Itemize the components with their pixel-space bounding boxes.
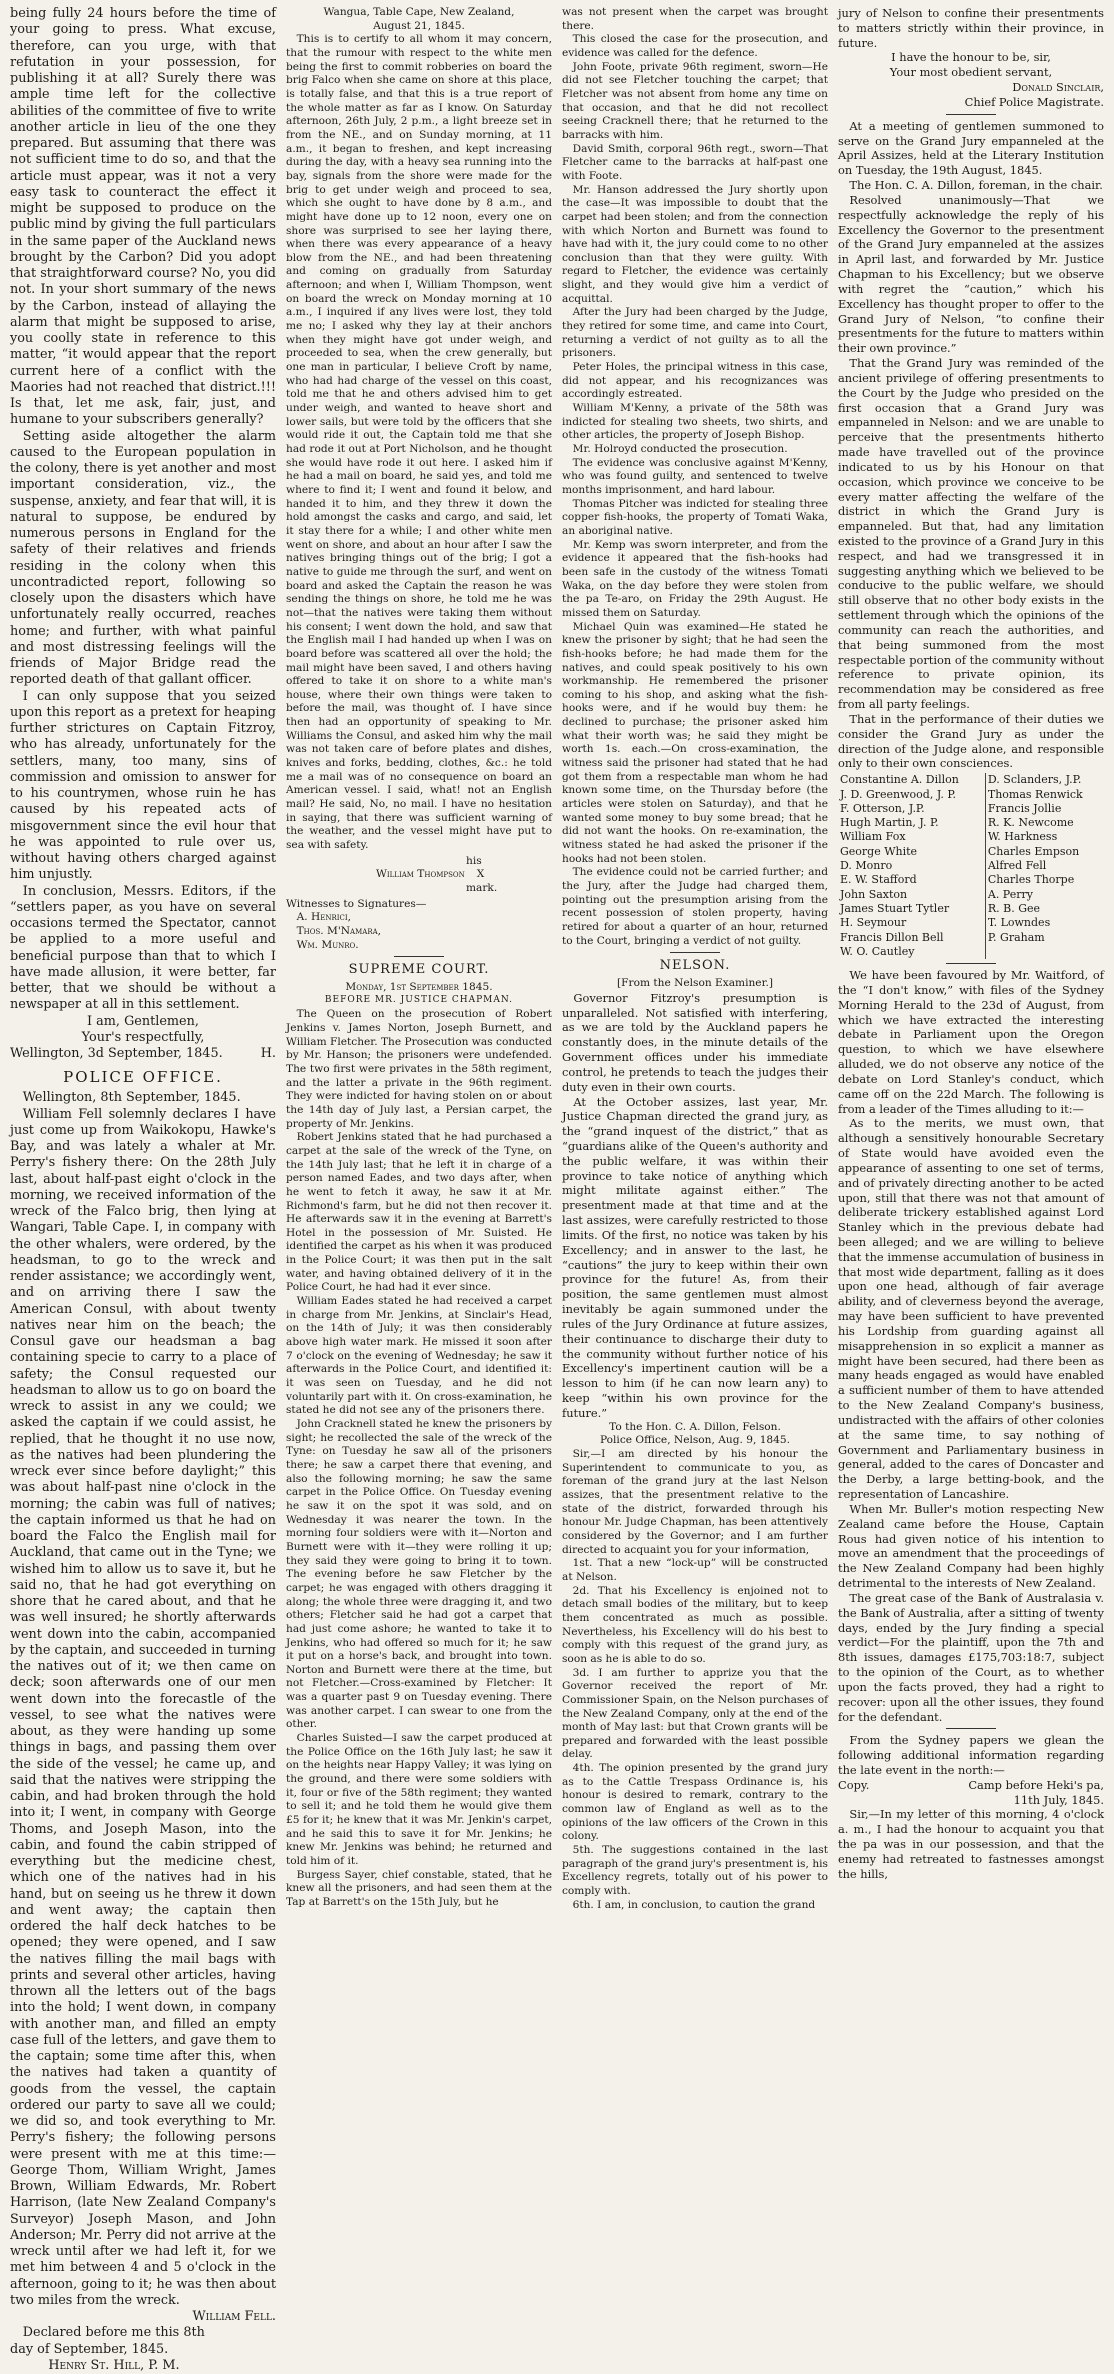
camp-heading [838,1778,1104,1793]
court-paragraph: Burgess Sayer, chief constable, stated, that he knew all the prisoners, and had seen them at the Tap at Barrett's on the 15th July, but he [286,1868,552,1908]
witness-heading: Witnesses to Signatures— [286,897,427,910]
court-paragraph: David Smith, corporal 96th regt., sworn—That Fletcher came to the barracks at half-past one with Foote. [562,142,828,182]
resolution-paragraph: That in the performance of their duties we consider the Grand Jury as under the direction of the Judge alone, and responsible only to their own consciences. [838,711,1104,771]
juror-name: D. Sclanders, J.P. [985,773,1104,787]
witness-name: Thos. M'Namara, [296,924,382,937]
letter-continuation: being fully 24 hours before the time of your going to press. What excuse, therefore, can you urge, with that refutation in your possession, for publishing it at all? Surely there was ample time left for the collective abilities of the committee of five to write another article in lieu of the one they prepared. But assuming that there was not sufficient time to do so, and that the article must appear, was it not a very easy task to counteract the effect it might be supposed to produce on the public mind by giving the full particulars in the same paper of the Auckland news brought by the Carbon? Did you adopt that straightforward course? No, you did not. In your short summary of the news by the Carbon, instead of allaying the alarm that might be supposed to arise, you coolly state in reference to this matter, “it would appear that the report current here of a conflict with the Maories had not reached that district.!!! Is that, let me ask, fair, just, and humane to your subscribers generally? [10,6,276,428]
meeting-paragraph: At a meeting of gentlemen summoned to serve on the Grand Jury empanneled at the April Assizes, held at the Literary Institution on Tuesday, the 19th August, 1845. [838,118,1104,178]
copy-label: Copy. [838,1777,870,1792]
jury-row [838,931,1104,945]
juror-name: P. Graham [985,931,1104,945]
news-paragraph: From the Sydney papers we glean the following additional information regarding the late event in the north:— [838,1733,1104,1777]
section-rule [946,1728,996,1729]
section-rule [394,956,444,957]
juror-name: D. Monro [840,859,893,873]
court-paragraph: This closed the case for the prosecution, and evidence was called for the defence. [562,33,828,59]
letter-signature: H. [260,1046,276,1061]
court-paragraph: Mr. Holroyd conducted the prosecution. [572,443,788,455]
letter-point: 6th. I am, in conclusion, to caution the grand [572,1898,816,1911]
declared-line: day of September, 1845. [10,2341,169,2357]
juror-name: Francis Jollie [985,802,1104,816]
juror-name: George White [840,844,918,858]
letter-signature-title: Chief Police Magistrate. [964,94,1104,109]
letter-point: 1st. That a new “lock-up” will be constructed at Nelson. [562,1557,828,1583]
resolution-paragraph: That the Grand Jury was reminded of the ancient privilege of offering presentments to the Court by the Judge who presided on the first occasion that a Grand Jury was empanneled in Nelson: and we are unable to perceive that the presentments hitherto made have travelled out of the province indicated to us by his Honour on that occasion, which province we conceive to be every matter affecting the welfare of the district in which the Grand Jury is empanneled. But that, had any limitation existed to the province of a Grand Jury in this respect, and had we transgressed it in suggesting anything which we believed to be conducive to the public welfare, we should still observe that no other body exists in the settlement through which the opinions of the community can reach the authorities, and that being summoned from the most respectable portion of the community without reference to private opinion, its recommendation may be considered as free from all party feelings. [838,356,1104,712]
juror-name: H. Seymour [840,916,907,930]
juror-name: Charles Empson [985,845,1104,859]
court-paragraph: The evidence could not be carried further; and the Jury, after the Judge had charged them, pointing out the presumption arising from the recent possession of stolen property, having retired for about a quarter of an hour, returned to the Court, bringing a verdict of not guilty. [562,866,828,947]
certificate-body: This is to certify to all whom it may concern, that the rumour with respect to the white men being the first to commit robberies on board the brig Falco when she came on shore at this place, is totally false, and that this is a true report of the whole matter as far as I know. On Saturday afternoon, 26th July, 2 p.m., a light breeze set in from the NE., and on Sunday morning, at 11 a.m., it began to freshen, and kept increasing during the day, with a heavy sea running into the bay, signals from the shore were made for the brig to get under weigh and proceed to sea, which she ought to have done by 8 a.m., and might have done up to 12 noon, every one on shore was surprised to see her laying there, when there was every appearance of a heavy blow from the NE., and had been threatening and coming on gradually from Saturday afternoon; and when I, William Thompson, went on board the wreck on Monday morning at 10 a.m., I inquired if any lives were lost, they told me no; I asked why they lay at their anchors when they might have got under weigh, and proceeded to sea, when the crew generally, but one man in particular, I believe Croft by name, who had had charge of the vessel on this coast, told me that he and others advised him to get under weigh, and wanted to heave short and lower sails, but were told by the officers that she would ride it out, the Captain told me that she had rode it out at Port Nicholson, and he thought she would have rode it out here. I asked him if he had a mail on board, he said yes, and told me where to find it; I went and found it below, and handed it to him, and they threw it down the hold amongst the casks and cargo, and said, let it stay there for a while; I and other white men went on shore, and about an hour after I saw the natives bringing things out of the brig; I got a native to guide me through the surf, and went on board and asked the Captain the reason he was sending the things on shore, he told me he was not—that the natives were taking them without his consent; I went down the hold, and saw that the English mail I had handed up when I was on board before was scattered all over the hold; the mail might have been saved, I and others having offered to take it on shore to a white man's house, where their own things were taken to before the mail, was thought of. I have since then had an opportunity of speaking to Mr. Williams the Consul, and asked him why the mail was not taken care of before plates and dishes, knives and forks, bedding, clothes, &c.: he told me a mail was of no consequence on board an American vessel. I said, what! not an English mail? He said, No, no mail. I have no hesitation in saying, that there was sufficient warning of the weather, and the vessel might have put to sea with safety. [286,33,552,852]
letter-closing: I have the honour to be, sir, [891,50,1051,65]
letter-closing: I am, Gentlemen, [87,1013,199,1029]
nelson-paragraph: At the October assizes, last year, Mr. Justice Chapman directed the grand jury, as the “grand inquest of the district,” that as “guardians alike of the Queen's authority and the public welfare, it was within their province to take notice of anything which might militate against either.” The presentment made at that time and at the last assizes, were carefully restricted to those limits. Of the first, no notice was taken by his Excellency; and in answer to the last, he “cautions” the jury to keep within their own province for the future! As, from their position, the same gentlemen must almost inevitably be again summoned under the rules of the Jury Ordinance at future assizes, their continuance to discharge their duty to the community without further notice of his Excellency's impertinent caution will be a lesson to him (if he can now learn any) to keep “within his own province for the future.” [562,1094,828,1420]
letter-addressee: To the Hon. C. A. Dillon, Felson. [609,1420,781,1433]
certificate-heading: Wangua, Table Cape, New Zealand, [323,6,515,18]
mark-line [376,868,552,882]
police-office-declaration: William Fell solemnly declares I have just come up from Waikokopu, Hawke's Bay, and was lately a whaler at Mr. Perry's fishery there: On the 28th July last, about half-past eight o'clock in the morning, we received information of the wreck of the Falco brig, then lying at Wangari, Table Cape. I, in company with the other whalers, were ordered, by the headsman, to go to the wreck and render assistance; we accordingly went, and on arriving there I saw the American Consul, with about twenty natives near him on the beach; the Consul gave our headsman a bag containing specie to carry to a place of safety; the Consul requested our headsman to allow us to go on board the wreck to assist in any we could; we asked the captain if we could assist, he replied, that he thought it no use now, as the natives had been plundering the wreck ever since before daylight;” this was about half-past nine o'clock in the morning; the cabin was full of natives; the captain informed us that he had on board the Falco the English mail for Auckland, that came out in the Tyne; we wished him to allow us to save it, but he said no, that he had got everything on shore that he cared about, and that he was well insured; he shortly afterwards went down into the cabin, accompanied by the captain, and succeeded in turning the natives out of it; we then came on deck; soon afterwards one of our men went down into the forecastle of the vessel, to see what the natives were about, as they were handing up some things in bags, and passing them over the side of the vessel; he came up, and said that the natives were stripping the cabin, and had broken through the hold into it; I went, in company with George Thoms, and Joseph Mason, into the cabin, and found the cabin stripped of everything but the medicine chest, which one of the natives had in his hand, but on seeing us he threw it down and went away; the captain then ordered the half deck hatches to be opened; they were opened, and I saw the natives filling the mail bags with prints and several other articles, having thrown all the letters out of the bags into the hold; I went down, in company with another man, and filled an empty case full of the letters, and gave them to the captain; some time after this, when the natives had taken a quantity of goods from the vessel, the captain ordered our party to save all we could; we did so, and took everything to Mr. Perry's fishery; the following persons were present with me at this time:—George Thom, William Wright, James Brown, William Edwards, Mr. Robert Harrison, (late New Zealand Company's Surveyor) Joseph Mason, and John Anderson; Mr. Perry did not arrive at the wreck until after we had left it, for we met him between 4 and 5 o'clock in the afternoon, going to it; he was then about two miles from the wreck. [10,1106,276,2308]
nelson-paragraph: Governor Fitzroy's presumption is unparalleled. Not satisfied with interfering, as we are told by the Auckland papers he constantly does, in the minute details of the Government offices under his immediate control, he pretends to teach the judges their duty even in their own courts. [562,990,828,1094]
juror-name: Francis Dillon Bell [840,930,944,944]
juror-name: A. Perry [985,888,1104,902]
court-paragraph: The evidence was conclusive against M'Kenny, who was found guilty, and sentenced to twelve months imprisonment, and hard labour. [562,456,828,496]
column-2 [286,6,552,1908]
letter-paragraph: In conclusion, Messrs. Editors, if the “settlers paper, as you have on several occasions termed the Spectator, cannot be applied to a more useful and beneficial purpose than that to which I have made allusion, it were better, far better, that we should be without a newspaper at all in this settlement. [10,883,276,1013]
camp-date: 11th July, 1845. [1013,1792,1104,1807]
court-paragraph: John Cracknell stated he knew the prisoners by sight; he recollected the sale of the wreck of the Tyne: on Tuesday he saw all of the prisoners there; he saw a carpet there that evening, and also the following morning; he saw the same carpet in the Police Office. On Tuesday evening he saw it on the spot it was sold, and on Wednesday it was nearer the town. In the morning four soldiers were with it—Norton and Burnett were with it—they were rolling it up; they said they were going to bring it to town. The evening before he saw Fletcher by the carpet; he was engaged with others dragging it along; the whole three were dragging it, and two others; Fletcher said he had got a carpet that had just come ashore; he wanted to take it to Jenkins, who had offered so much for it; he saw it put on a horse's back, and brought into town. Norton and Burnett were there at the time, but not Fletcher.—Cross-examined by Fletcher: It was a quarter past 9 on Tuesday evening. There was another carpet. I can swear to one from the other. [286,1418,552,1731]
court-paragraph: The Queen on the prosecution of Robert Jenkins v. James Norton, Joseph Burnett, and William Fletcher. The Prosecution was conducted by Mr. Hanson; the prisoners were undefended. The two first were privates in the 58th regiment, and the latter a private in the 96th regiment. They were indicted for having stolen on or about the 14th day of July last, a Persian carpet, the property of Mr. Jenkins. [286,1008,552,1130]
news-paragraph: The great case of the Bank of Australasia v. the Bank of Australia, after a sitting of twenty days, ended by the Jury finding a special verdict—For the plaintiff, upon the 7th and 8th issues, damages £175,703:18:7, subject to the opinion of the Court, as to whether upon the facts proved, they had a right to recover: upon all the other issues, they found for the defendant. [838,1590,1104,1724]
witness-name: A. Henrici, [296,911,351,924]
news-paragraph: When Mr. Buller's motion respecting New Zealand came before the House, Captain Rous had given notice of his intention to move an amendment that the proceedings of the New Zealand Company had been highly detrimental to the interests of New Zealand. [838,1501,1104,1591]
letter-origin: Police Office, Nelson, Aug. 9, 1845. [599,1434,791,1447]
juror-name: F. Otterson, J.P. [840,801,925,815]
section-rule [670,952,720,953]
jury-row [838,802,1104,816]
jury-row [838,916,1104,930]
mark-block [376,855,552,896]
court-paragraph: Robert Jenkins stated that he had purchased a carpet at the sale of the wreck of the Tyne, on the 14th July last; that he left it in charge of a person named Eades, and two days after, when he went to fetch it away, he saw it at Mr. Richmond's farm, but he did not then recover it. He afterwards saw it in the evening at Barrett's Hotel in the possession of Mr. Suisted. He identified the carpet as his when it was produced in the Police Court; it was then put in the salt water, and having obtained delivery of it in the Police Court, he had had it ever since. [286,1131,552,1294]
court-paragraph: Charles Suisted—I saw the carpet produced at the Police Office on the 16th July last; he saw it on the heights near Happy Valley; it was lying on the ground, and there were some soldiers with it, four or five of the 58th regiment; they wanted to sell it; and he told them he would give them £5 for it; he knew that it was Mr. Jenkin's carpet, and he said this to save it for Mr. Jenkins; he knew Mr. Jenkins was behind; he returned and told him of it. [286,1732,552,1867]
mark-word: mark. [466,882,498,894]
letter-signoff [10,1046,276,1062]
column-3 [562,6,828,1911]
nelson-source: [From the Nelson Examiner.] [617,977,773,990]
letter-point: 2d. That his Excellency is enjoined not to detach small bodies of the military, but to keep them concentrated as much as possible. Nevertheless, his Excellency will do his best to comply with this request of the grand jury, as soon as he is able to do so. [562,1584,828,1665]
police-office-heading: POLICE OFFICE. [63,1068,223,1087]
section-rule [946,114,996,115]
court-paragraph: was not present when the carpet was brought there. [562,6,828,32]
resolution: Resolved unanimously—That we respectfully acknowledge the reply of his Excellency the Governor to the presentment of the Grand Jury empanneled at the assizes in April last, and forwarded by Mr. Justice Chapman to his Excellency; but we observe with regret the “caution,” which his Excellency has thought proper to offer to the Grand Jury of Nelson, “to confine their presentments for the future to matters within their own province.” [838,192,1104,356]
letter-point: 3d. I am further to apprize you that the Governor received the report of Mr. Commissioner Spain, on the Nelson purchases of the New Zealand Company, only at the end of the month of May last: but that Crown grants will be prepared and forwarded with the least possible delay. [562,1666,828,1761]
juror-name: R. B. Gee [985,902,1104,916]
supreme-court-heading: SUPREME COURT. [348,962,490,978]
juror-name: John Saxton [840,887,908,901]
jury-row [838,859,1104,873]
declared-line: Declared before me this 8th [22,2325,205,2341]
court-paragraph: Peter Holes, the principal witness in this case, did not appear, and his recognizances was accordingly estreated. [562,361,828,401]
letter-point: 4th. The opinion presented by the grand jury as to the Cattle Trespass Ordinance is, his honour is desired to remark, contrary to the common law of England as well as to the opinions of the law officers of the Crown in this colony. [562,1762,828,1843]
meeting-chair: The Hon. C. A. Dillon, foreman, in the chair. [849,178,1103,193]
news-paragraph: We have been favoured by Mr. Waitford, of the “I don't know,” with files of the Sydney Morning Herald to the 23d of August, from which we have extracted the interesting debate in Parliament upon the Oregon question, to which we have elsewhere alluded, we do not observe any notice of the debate on Lord Stanley's conduct, which came off on the 22d March. The following is from a leader of the Times alluding to it:— [838,968,1104,1116]
juror-name: T. Lowndes [985,916,1104,930]
court-paragraph: After the Jury had been charged by the Judge, they retired for some time, and came into Court, returning a verdict of not guilty as to all the prisoners. [562,306,828,360]
juror-name: J. D. Greenwood, J. P. [840,787,957,801]
supreme-court-date: Monday, 1st September 1845. [345,981,493,994]
juror-name: W. Harkness [985,830,1104,844]
news-paragraph: Sir,—In my letter of this morning, 4 o'clock a. m., I had the honour to acquaint you that the pa was in our possession, and that the enemy had retreated to fastnesses amongst the hills, [838,1807,1104,1881]
letter-closing: Your most obedient servant, [889,65,1053,80]
mark-x: X [476,868,485,881]
letter-closing: Your's respectfully, [81,1029,205,1045]
juror-name: Constantine A. Dillon [840,773,959,787]
jury-row [838,888,1104,902]
juror-name: Thomas Renwick [985,788,1104,802]
letter-place-date: Wellington, 3d September, 1845. [10,1046,223,1061]
jury-row [838,773,1104,787]
jury-row [838,788,1104,802]
camp-place: Camp before Heki's pa, [968,1777,1104,1792]
court-paragraph: Thomas Pitcher was indicted for stealing three copper fish-hooks, the property of Tomati Waka, an aboriginal native. [562,497,828,537]
juror-name: R. K. Newcome [985,816,1104,830]
mark-name: William Thompson [376,868,465,881]
column-1 [10,6,276,2373]
witness-name: Wm. Munro. [296,938,359,951]
court-paragraph: Mr. Kemp was sworn interpreter, and from the evidence it appeared that the fish-hooks had been safe in the custody of the witness Tomati Waka, on the day before they were stolen from the pa Te-aro, on Friday the 29th August. He missed them on Saturday. [562,538,828,619]
court-paragraph: William Eades stated he had received a carpet in charge from Mr. Jenkins, at Sinclair's Head, on the 14th of July; it was then considerably above high water mark. He missed it soon after 7 o'clock on the evening of Wednesday; he saw it afterwards in the Police Court, and identified it: it was seen on Tuesday, and he did not voluntarily part with it. On cross-examination, he stated he did not see any of the prisoners there. [286,1295,552,1417]
juror-name: William Fox [840,830,906,844]
letter-continuation: jury of Nelson to confine their presentments to matters strictly within their province, in future. [838,6,1104,50]
police-office-date: Wellington, 8th September, 1845. [22,1090,241,1106]
jury-list [838,773,1104,959]
juror-name: W. O. Cautley [840,944,915,958]
news-paragraph: As to the merits, we must own, that although a sensitively honourable Secretary of State would have avoided even the appearance of assenting to one set of terms, and of privately directing another to be acted upon, still that there was not that amount of deliberate trickery established against Lord Stanley which in the previous debate had been alleged; and we are willing to believe that the immense accumulation of business in that most wide department, falling as it does upon one head, although of fair average ability, and of cleverness beyond the average, may have been sufficient to have prevented his Lordship from guarding against all misapprehension in so explicit a manner as might have been secured, had there been as many heads engaged as would have enabled a sufficient number of them to have attended to the New Zealand Company's business, undistracted with the affairs of other colonies at the same time, to say nothing of Government and Parliamentary business in general, added to the cares of Doncaster and the Derby, a large betting-book, and the representation of Lancashire. [838,1116,1104,1502]
letter-point: 5th. The suggestions contained in the last paragraph of the grand jury's presentment is, his Excellency regrets, totally out of his power to comply with. [562,1844,828,1898]
juror-name: E. W. Stafford [840,873,917,887]
nelson-heading: NELSON. [659,958,731,974]
court-paragraph: John Foote, private 96th regiment, sworn—He did not see Fletcher touching the carpet; that Fletcher was not absent from home any time on that occasion, and that he did not recollect seeing Cracknell there; that he returned to the barracks with him. [562,60,828,141]
certificate-date: August 21, 1845. [373,19,465,32]
juror-name: James Stuart Tytler [840,901,950,915]
letter-body: Sir,—I am directed by his honour the Superintendent to communicate to you, as foreman of the grand jury at the last Nelson assizes, that the presentment relative to the state of the district, forwarded through his honour Mr. Judge Chapman, has been attentively considered by the Governor; and I am further directed to acquaint you for your information, [562,1448,828,1556]
jury-row [838,902,1104,916]
juror-name: Alfred Fell [985,859,1104,873]
letter-signature: Donald Sinclair, [1012,80,1104,95]
jury-row [838,830,1104,844]
letter-paragraph: I can only suppose that you seized upon this report as a pretext for heaping further strictures on Captain Fitzroy, who has already, unfortunately for the settlers, many, too many, sins of commission and omission to answer for to his countrymen, whose ruin he has caused by his repeated acts of misgovernment since the evil hour that he was appointed to rule over us, without having others charged against him unjustly. [10,688,276,883]
juror-name: Charles Thorpe [985,873,1104,887]
magistrate-signature: Henry St. Hill, P. M. [48,2357,180,2373]
nelson-article [562,991,828,1421]
letter-paragraph: Setting aside altogether the alarm caused to the European population in the colony, there is yet another and most important consideration, viz., the suspense, anxiety, and fear that will, it is natural to suppose, be endured by numerous persons in England for the safety of their relatives and friends residing in the colony when this uncontradicted report, following so closely upon the disasters which have unfortunately really occurred, reaches home; and further, with what painful and most distressing feelings will the friends of Major Bridge read the reported death of that gallant officer. [10,428,276,688]
supreme-court-judge: BEFORE MR. JUSTICE CHAPMAN. [324,994,514,1005]
court-paragraph: Michael Quin was examined—He stated he knew the prisoner by sight; that he had seen the fish-hooks before; he had made them for the natives, and could speak positively to his own workmanship. He remembered the prisoner coming to his shop, and asking what the fish-hooks were, and if he would buy them: he declined to purchase; the prisoner asked him what their worth was; he said they might be worth 1s. each.—On cross-examination, the witness said the prisoner had stated that he had got them from a respectable man whom he had known some time, on the Thursday before (the articles were stolen on Saturday), and that he wanted some money to buy some bread; that he did not want the hooks. On re-examination, the witness stated he had asked the prisoner if the hooks had not been stolen. [562,620,828,865]
juror-name [985,945,1104,959]
jury-row [838,816,1104,830]
jury-row [838,845,1104,859]
column-4 [838,6,1104,1881]
court-paragraph: William M'Kenny, a private of the 58th was indicted for stealing two sheets, two shirts, and other articles, the property of Joseph Bishop. [562,402,828,442]
juror-name: Hugh Martin, J. P. [840,816,939,830]
jury-row [838,945,1104,959]
mark-his: his [466,854,482,867]
section-rule [946,963,996,964]
jury-row [838,873,1104,887]
declarant-signature: William Fell. [192,2309,276,2325]
court-paragraph: Mr. Hanson addressed the Jury shortly upon the case—It was impossible to doubt that the carpet had been stolen; and from the connection with which Norton and Burnett was found to have had with it, the jury could come to no other conclusion than that they were guilty. With regard to Fletcher, the evidence was certainly slight, and they would give him a verdict of acquittal. [562,183,828,305]
